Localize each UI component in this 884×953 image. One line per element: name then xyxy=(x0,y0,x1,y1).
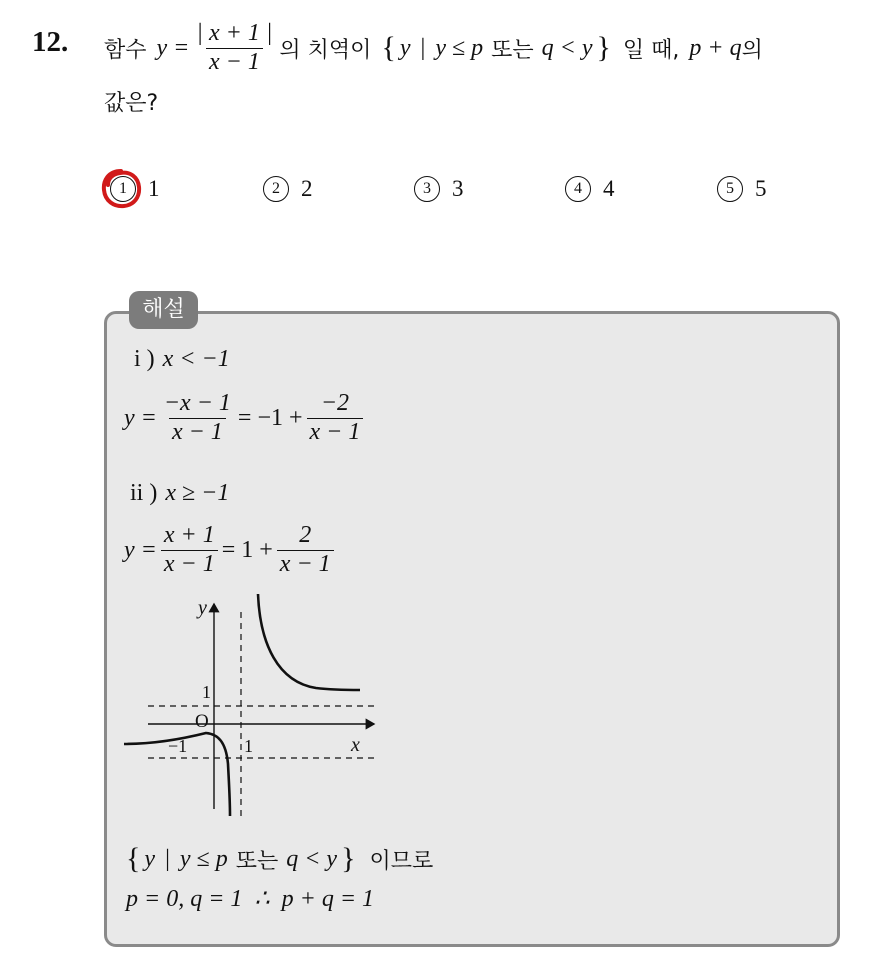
question-text xyxy=(104,18,763,78)
concl-set-close: } xyxy=(341,842,356,875)
set-cond1: y ≤ p xyxy=(435,34,484,61)
question-lead: 함수 xyxy=(104,37,147,63)
choice-4-value: 4 xyxy=(603,176,615,201)
concl-or: 또는 xyxy=(235,848,279,874)
case2-denominator2: x − 1 xyxy=(277,550,334,579)
case1-denominator: x − 1 xyxy=(169,418,226,447)
choice-5-value: 5 xyxy=(755,176,767,201)
solution-tag: 해설 xyxy=(129,291,198,329)
case2-denominator: x − 1 xyxy=(161,550,218,579)
choice-2-value: 2 xyxy=(301,176,313,201)
case2-fraction xyxy=(161,522,218,578)
choice-5-mark: 5 xyxy=(717,176,743,202)
case2-y: y = xyxy=(124,536,157,563)
choice-4-mark: 4 xyxy=(565,176,591,202)
function-denominator: x − 1 xyxy=(206,48,263,77)
concl-set-open: { xyxy=(126,842,141,875)
case2-middle: = 1 + xyxy=(221,536,273,563)
choice-1-value: 1 xyxy=(148,176,160,201)
answer-circle-mark xyxy=(98,165,144,211)
choice-2-mark: 2 xyxy=(263,176,289,202)
concl-tail: 이므로 xyxy=(369,848,434,874)
conclusion-line1 xyxy=(126,842,433,876)
function-y: y = xyxy=(156,34,190,61)
question-target: p + q xyxy=(689,34,742,61)
case1-equation xyxy=(124,390,367,446)
choice-2[interactable] xyxy=(263,176,313,202)
origin-label: O xyxy=(195,711,209,732)
case2-equation xyxy=(124,522,338,578)
question-number: 12. xyxy=(32,26,69,58)
choice-3-value: 3 xyxy=(452,176,464,201)
set-bar: | xyxy=(420,34,426,61)
case1-label: i ) xyxy=(134,346,155,372)
case1-numerator2: −2 xyxy=(320,390,350,416)
set-var: y xyxy=(399,34,411,61)
case2-numerator2: 2 xyxy=(299,522,312,548)
choice-5[interactable] xyxy=(717,176,767,202)
function-fraction xyxy=(193,20,275,76)
x-tick-neg1: −1 xyxy=(168,736,188,756)
case1-y: y = xyxy=(124,404,157,431)
x-tick-1: 1 xyxy=(244,736,253,756)
case1-condition: x < −1 xyxy=(162,346,230,372)
case1-fraction xyxy=(161,390,234,446)
case1-middle: = −1 + xyxy=(237,404,303,431)
question-line2: 값은? xyxy=(104,91,159,116)
question-target-suffix: 의 xyxy=(741,37,763,63)
set-open-brace: { xyxy=(381,31,396,64)
concl-cond2: q < y xyxy=(286,845,338,872)
y-tick-1: 1 xyxy=(202,682,211,702)
set-close-brace: } xyxy=(596,31,611,64)
conclusion-line2: p = 0, q = 1 ∴ p + q = 1 xyxy=(126,886,375,912)
curve-right xyxy=(258,594,360,690)
case2-heading xyxy=(130,480,229,507)
concl-bar: | xyxy=(165,845,170,872)
y-axis-label: y xyxy=(198,597,207,619)
set-cond2: q < y xyxy=(541,34,593,61)
set-or: 또는 xyxy=(491,37,534,63)
choice-4[interactable] xyxy=(565,176,615,202)
case1-heading xyxy=(134,346,230,373)
choice-1-mark: 1 xyxy=(110,176,136,202)
question-when: 일 때, xyxy=(622,37,680,63)
case2-fraction2 xyxy=(277,522,334,578)
question-mid: 의 치역이 xyxy=(279,37,372,63)
case2-numerator: x + 1 xyxy=(163,522,215,548)
case1-numerator: −x − 1 xyxy=(163,390,231,416)
case1-denominator2: x − 1 xyxy=(307,418,364,447)
choice-3-mark: 3 xyxy=(414,176,440,202)
concl-var: y xyxy=(144,845,156,872)
function-numerator: | x + 1 | xyxy=(196,19,273,46)
case1-fraction2 xyxy=(307,390,364,446)
function-graph xyxy=(118,594,388,824)
case2-label: ii ) xyxy=(130,480,158,506)
case2-condition: x ≥ −1 xyxy=(165,480,230,506)
choice-3[interactable] xyxy=(414,176,464,202)
x-axis-label: x xyxy=(351,734,360,756)
concl-cond1: y ≤ p xyxy=(179,845,228,872)
